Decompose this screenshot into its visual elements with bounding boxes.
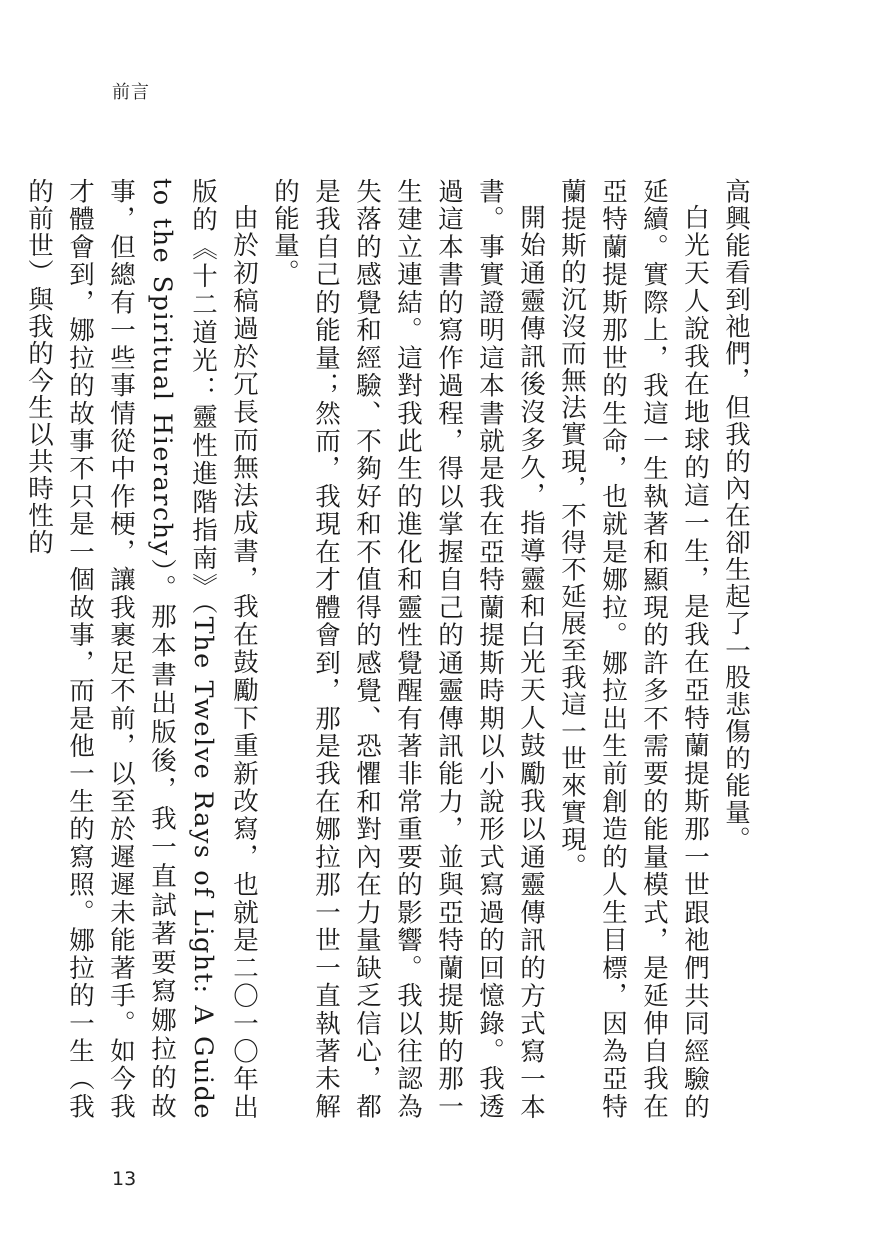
paragraph-continued: 高興能看到祂們，但我的內在卻生起了一股悲傷的能量。 [721, 178, 751, 853]
paragraph: 由於初稿過於冗長而無法成書，我在鼓勵下重新改寫，也就是二〇一〇年出版的《十二道光：靈性進階指南》（The Twelve Rays of Light: A Guide to the Spiritual Hierarchy）。那本書出版後，我一直試著要寫娜拉的故事，但總有一些事情從中作梗，讓我裹足不前，以至於遲遲未能著手。如今我才體會到，娜拉的故事不只是一個故事，而是他一生的寫照。娜拉的一生（我的前世）與我的今生以共時性的 [24, 178, 259, 1120]
page-number: 13 [112, 1168, 137, 1190]
paragraph: 開始通靈傳訊後沒多久，指導靈和白光天人鼓勵我以通靈傳訊的方式寫一本書。事實證明這本書就是我在亞特蘭提斯時期以小說形式寫過的回憶錄。我透過這本書的寫作過程，得以掌握自己的通靈傳訊能力，並與亞特蘭提斯的那一生建立連結。這對我此生的進化和靈性覺醒有著非常重要的影響。我以往認為失落的感覺和經驗、不夠好和不值得的感覺、恐懼和對內在力量缺乏信心，都是我自己的能量；然而，我現在才體會到，那是我在娜拉那一世一直執著未解的能量。 [270, 178, 546, 1120]
running-header: 前言 [112, 82, 150, 103]
paragraph: 白光天人說我在地球的這一生，是我在亞特蘭提斯那一世跟祂們共同經驗的延續。實際上，我這一生執著和顯現的許多不需要的能量模式，是延伸自我在亞特蘭提斯那世的生命，也就是娜拉。娜拉出生前創造的人生目標，因為亞特蘭提斯的沉沒而無法實現，不得不延展至我這一世來實現。 [557, 178, 710, 1120]
vertical-body-text [24, 178, 756, 1120]
